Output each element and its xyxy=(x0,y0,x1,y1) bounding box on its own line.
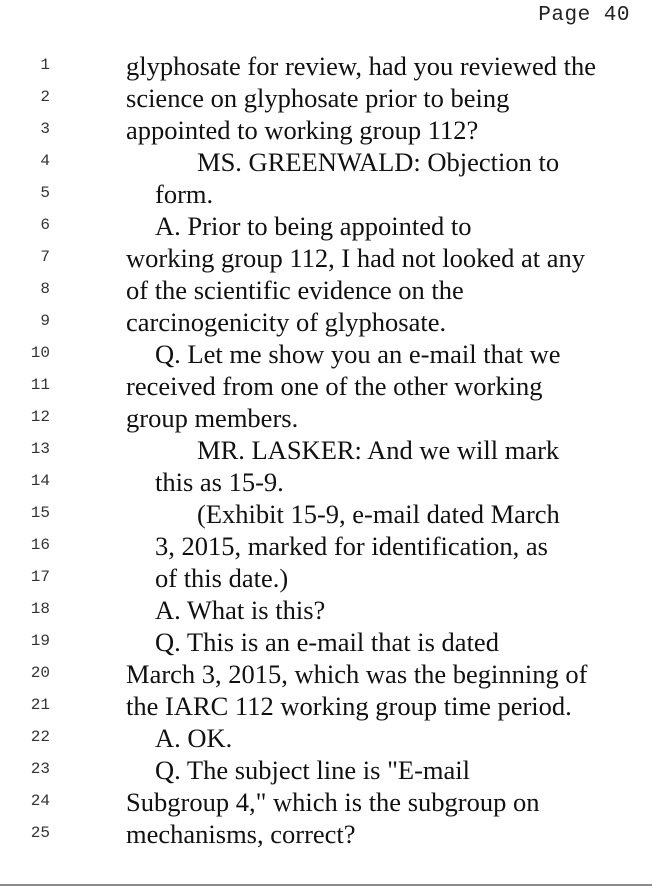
line-number: 15 xyxy=(30,504,50,522)
line-text: Q. Let me show you an e-mail that we xyxy=(155,339,561,369)
line-text: received from one of the other working xyxy=(126,371,543,401)
line-number: 1 xyxy=(40,56,50,74)
line-text: Subgroup 4," which is the subgroup on xyxy=(126,787,540,817)
line-text: carcinogenicity of glyphosate. xyxy=(126,307,447,337)
transcript-line xyxy=(0,114,652,146)
transcript-line xyxy=(0,754,652,786)
line-text: glyphosate for review, had you reviewed the xyxy=(126,51,596,81)
transcript-line xyxy=(0,530,652,562)
transcript-line xyxy=(0,594,652,626)
transcript-line xyxy=(0,434,652,466)
line-number: 10 xyxy=(30,344,50,362)
line-number: 19 xyxy=(30,632,50,650)
line-text: A. Prior to being appointed to xyxy=(155,211,472,241)
line-number: 22 xyxy=(30,728,50,746)
line-text: the IARC 112 working group time period. xyxy=(126,691,572,721)
line-number: 3 xyxy=(40,120,50,138)
line-number: 5 xyxy=(40,184,50,202)
line-text: of this date.) xyxy=(155,563,289,593)
transcript-line xyxy=(0,338,652,370)
line-text: of the scientific evidence on the xyxy=(126,275,464,305)
line-number: 6 xyxy=(40,216,50,234)
line-number: 25 xyxy=(30,824,50,842)
transcript-line xyxy=(0,562,652,594)
line-text: this as 15-9. xyxy=(155,467,284,497)
page-bottom-rule xyxy=(0,884,652,886)
transcript-line xyxy=(0,498,652,530)
line-number: 12 xyxy=(30,408,50,426)
line-text: working group 112, I had not looked at any xyxy=(126,243,586,273)
transcript-line xyxy=(0,722,652,754)
line-text: A. OK. xyxy=(155,723,233,753)
line-text: appointed to working group 112? xyxy=(126,115,479,145)
transcript-line xyxy=(0,82,652,114)
transcript-line xyxy=(0,370,652,402)
line-number: 4 xyxy=(40,152,50,170)
line-text: form. xyxy=(155,179,214,209)
line-text: group members. xyxy=(126,403,299,433)
line-text: MR. LASKER: And we will mark xyxy=(197,435,560,465)
line-number: 11 xyxy=(30,376,50,394)
line-number: 20 xyxy=(30,664,50,682)
page-number: Page 40 xyxy=(538,4,630,27)
line-number: 14 xyxy=(30,472,50,490)
line-number: 9 xyxy=(40,312,50,330)
line-number: 21 xyxy=(30,696,50,714)
line-text: Q. The subject line is "E-mail xyxy=(155,755,471,785)
transcript-line xyxy=(0,210,652,242)
line-number: 16 xyxy=(30,536,50,554)
line-text: mechanisms, correct? xyxy=(126,819,356,849)
transcript-line xyxy=(0,178,652,210)
transcript-line xyxy=(0,690,652,722)
line-text: 3, 2015, marked for identification, as xyxy=(155,531,548,561)
line-number: 13 xyxy=(30,440,50,458)
transcript-line xyxy=(0,818,652,850)
transcript-line xyxy=(0,626,652,658)
line-number: 24 xyxy=(30,792,50,810)
transcript-line xyxy=(0,786,652,818)
line-text: (Exhibit 15-9, e-mail dated March xyxy=(197,499,560,529)
line-number: 17 xyxy=(30,568,50,586)
transcript-line xyxy=(0,146,652,178)
line-text: science on glyphosate prior to being xyxy=(126,83,510,113)
line-text: Q. This is an e-mail that is dated xyxy=(155,627,499,657)
line-text: March 3, 2015, which was the beginning of xyxy=(126,659,588,689)
line-number: 23 xyxy=(30,760,50,778)
line-number: 8 xyxy=(40,280,50,298)
line-number: 7 xyxy=(40,248,50,266)
transcript-line xyxy=(0,466,652,498)
transcript-line xyxy=(0,50,652,82)
transcript-line xyxy=(0,274,652,306)
transcript-line xyxy=(0,306,652,338)
transcript-line xyxy=(0,658,652,690)
line-text: A. What is this? xyxy=(155,595,326,625)
transcript-line xyxy=(0,242,652,274)
transcript-line xyxy=(0,402,652,434)
line-number: 2 xyxy=(40,88,50,106)
line-text: MS. GREENWALD: Objection to xyxy=(197,147,560,177)
line-number: 18 xyxy=(30,600,50,618)
